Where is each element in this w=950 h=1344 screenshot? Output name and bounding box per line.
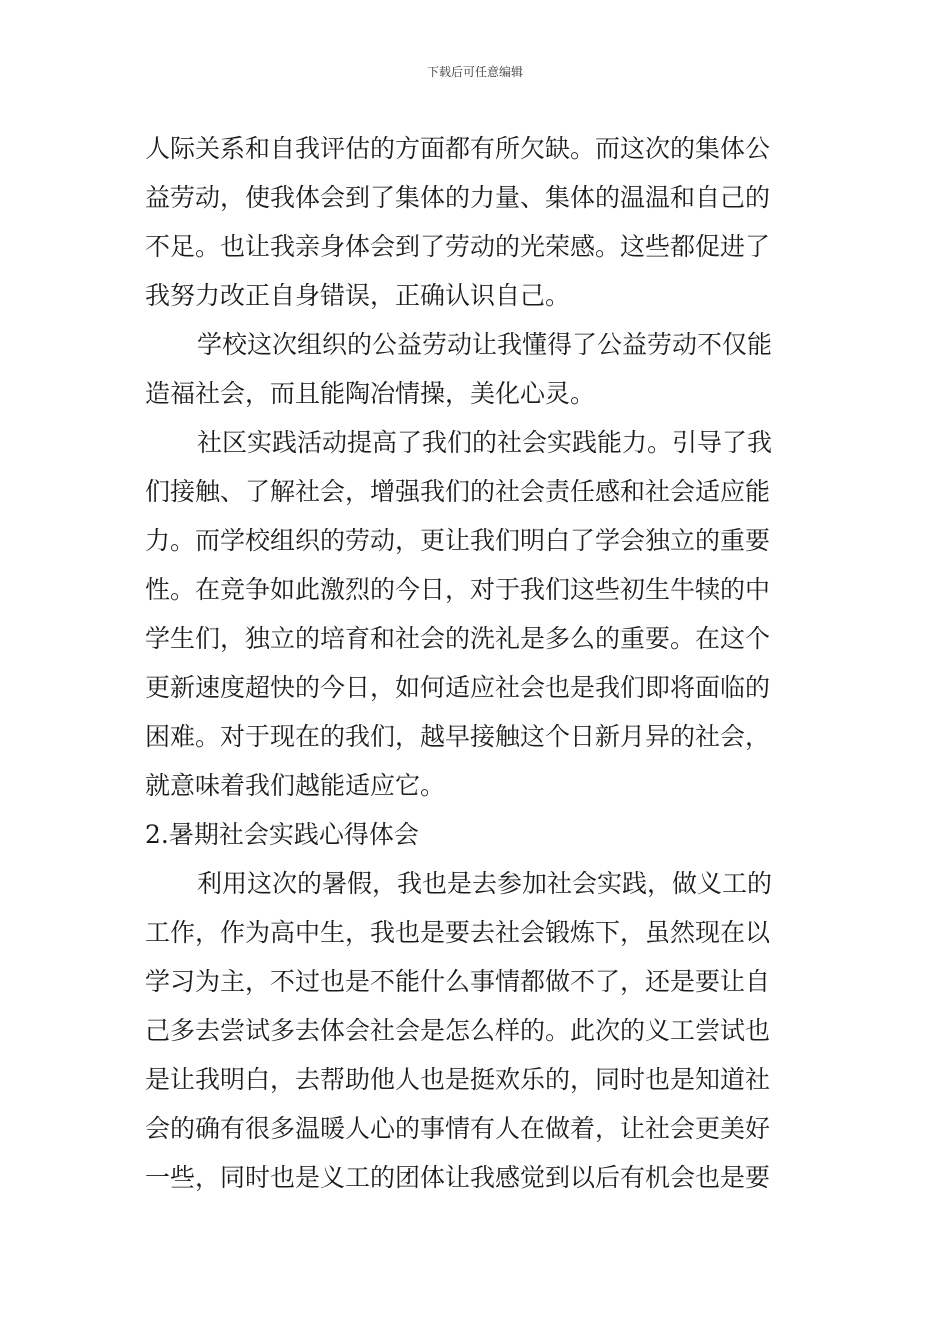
- text-line: 造福社会，而且能陶冶情操，美化心灵。: [145, 379, 596, 408]
- text-line: 利用这次的暑假，我也是去参加社会实践，做义工的: [197, 869, 773, 898]
- text-line: 益劳动，使我体会到了集体的力量、集体的温温和自己的: [145, 183, 771, 212]
- text-line: 人际关系和自我评估的方面都有所欠缺。而这次的集体公: [145, 134, 771, 163]
- text-line: 己多去尝试多去体会社会是怎么样的。此次的义工尝试也: [145, 1016, 771, 1045]
- section-heading: 2.暑期社会实践心得体会: [145, 820, 419, 849]
- text-line: 学校这次组织的公益劳动让我懂得了公益劳动不仅能: [197, 330, 773, 359]
- page-header: 下载后可任意编辑: [426, 65, 523, 79]
- text-line: 力。而学校组织的劳动，更让我们明白了学会独立的重要: [145, 526, 771, 555]
- text-line: 一些，同时也是义工的团体让我感觉到以后有机会也是要: [145, 1163, 771, 1192]
- text-line: 更新速度超快的今日，如何适应社会也是我们即将面临的: [145, 673, 771, 702]
- text-line: 不足。也让我亲身体会到了劳动的光荣感。这些都促进了: [145, 232, 771, 261]
- text-line: 就意味着我们越能适应它。: [145, 771, 446, 800]
- text-line: 我努力改正自身错误，正确认识自己。: [145, 281, 571, 310]
- text-line: 会的确有很多温暖人心的事情有人在做着，让社会更美好: [145, 1114, 771, 1143]
- text-line: 工作，作为高中生，我也是要去社会锻炼下，虽然现在以: [145, 918, 771, 947]
- text-line: 是让我明白，去帮助他人也是挺欢乐的，同时也是知道社: [145, 1065, 771, 1094]
- text-line: 们接触、了解社会，增强我们的社会责任感和社会适应能: [145, 477, 771, 506]
- document-body: [145, 124, 815, 1202]
- text-line: 性。在竞争如此激烈的今日，对于我们这些初生牛犊的中: [145, 575, 771, 604]
- text-line: 困难。对于现在的我们，越早接触这个日新月异的社会，: [145, 722, 771, 751]
- text-line: 社区实践活动提高了我们的社会实践能力。引导了我: [197, 428, 773, 457]
- text-line: 学生们，独立的培育和社会的洗礼是多么的重要。在这个: [145, 624, 771, 653]
- text-line: 学习为主，不过也是不能什么事情都做不了，还是要让自: [145, 967, 771, 996]
